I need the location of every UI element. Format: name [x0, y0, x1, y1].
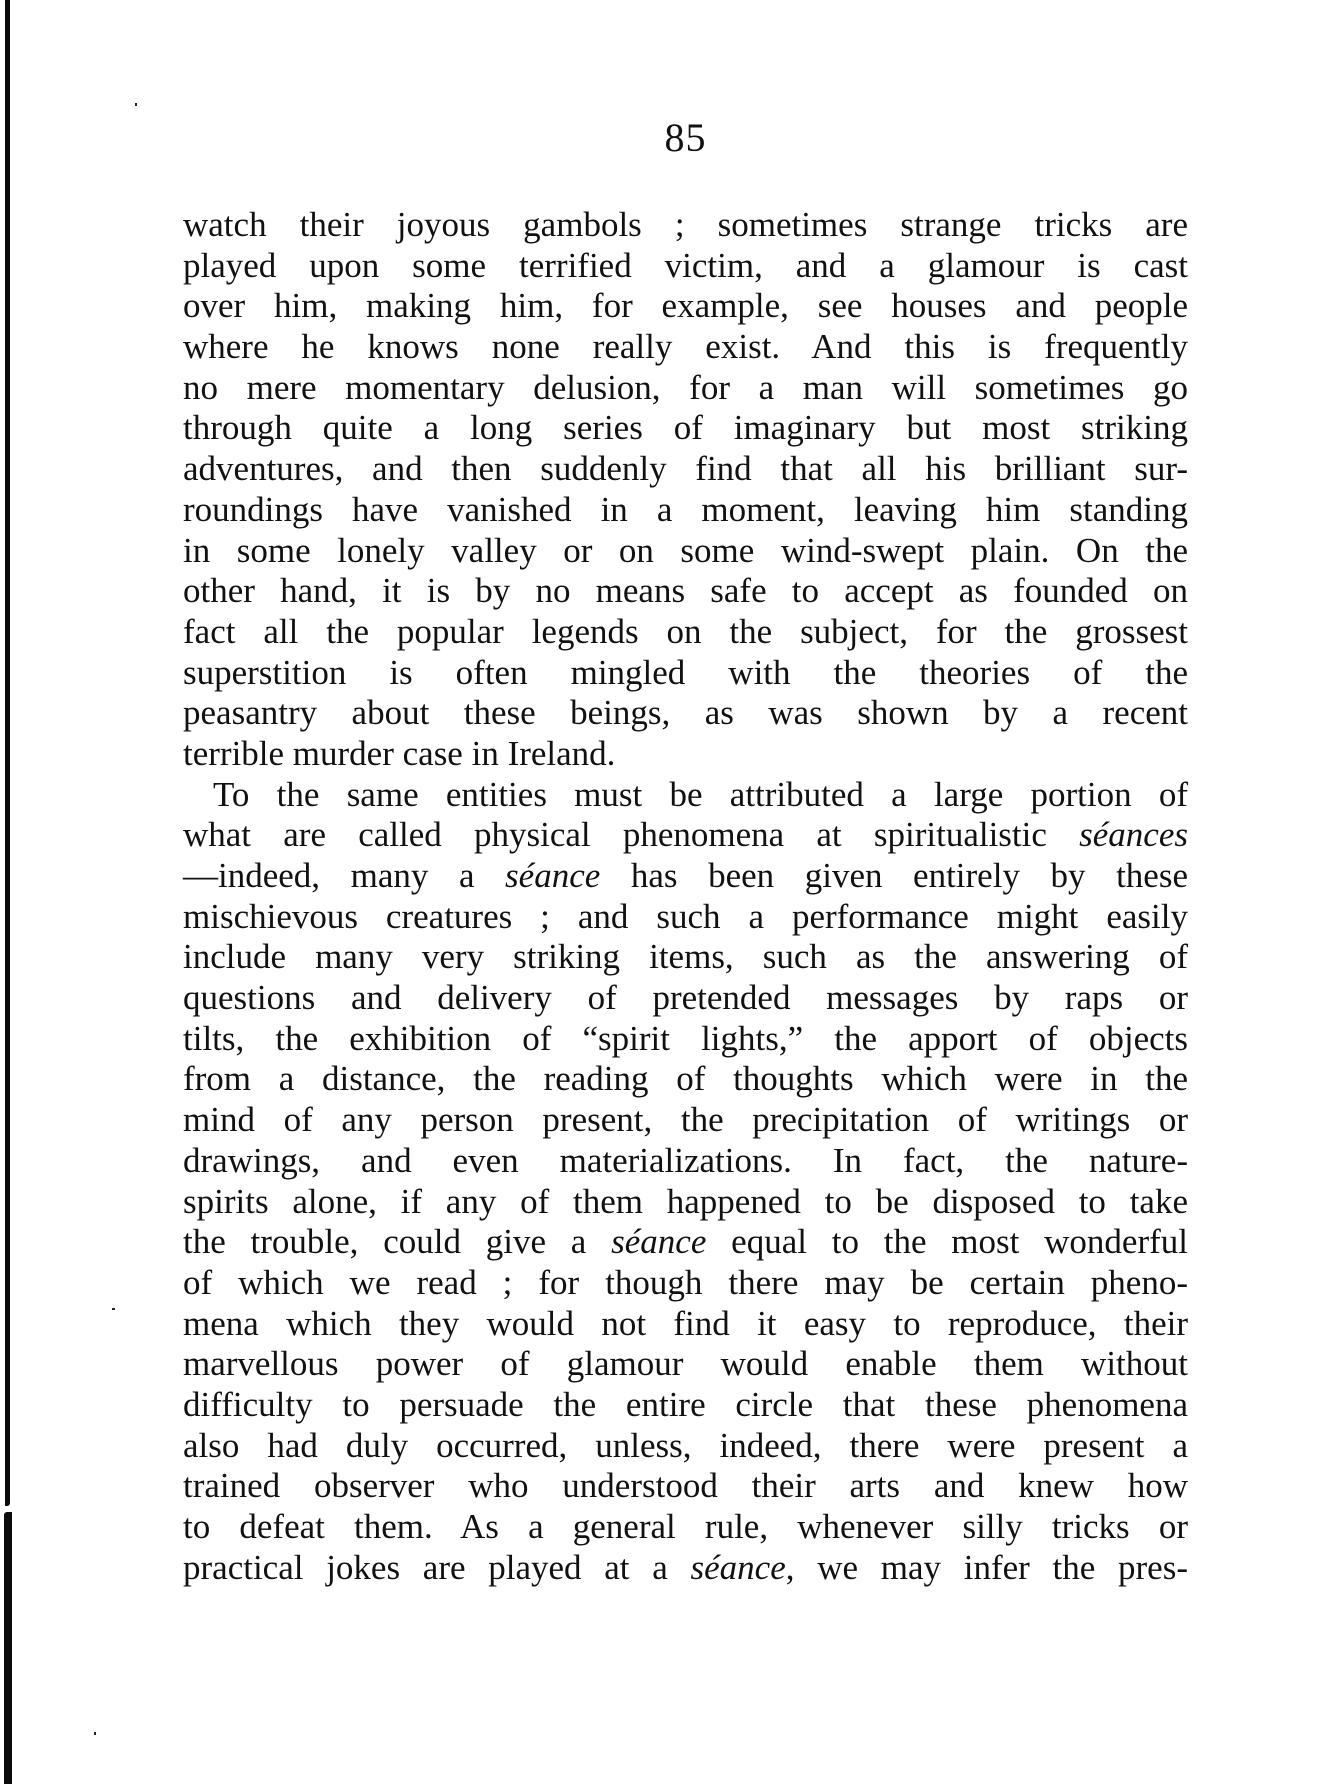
text-line: where he knows none really exist. And this is frequently — [183, 327, 1188, 367]
text-line — [183, 815, 1188, 856]
text-line: from a distance, the reading of thoughts which were in the — [183, 1059, 1188, 1099]
text-line: To the same entities must be attributed a large portion of — [213, 774, 1188, 814]
text-line: of which we read ; for though there may be certain pheno- — [183, 1262, 1188, 1302]
italic-term: séance — [690, 1547, 786, 1587]
text-line: to defeat them. As a general rule, whenever silly tricks or — [183, 1507, 1188, 1546]
page-binding-edge — [5, 0, 10, 1506]
text-line: include many very striking items, such as the answering of — [183, 937, 1188, 977]
text-line: fact all the popular legends on the subject, for the grossest — [183, 611, 1188, 651]
text-line: other hand, it is by no means safe to accept as founded on — [183, 571, 1188, 611]
italic-term: séances — [1079, 815, 1188, 855]
text-line: superstition is often mingled with the theories of the — [183, 652, 1188, 692]
text-segment: —indeed, many a — [183, 856, 506, 895]
text-line: spirits alone, if any of them happened to be disposed to take — [183, 1181, 1188, 1221]
text-segment: the trouble, could give a — [183, 1222, 612, 1262]
text-segment: equal to the most wonderful — [706, 1222, 1188, 1262]
text-line: peasantry about these beings, as was shown by a recent — [183, 693, 1188, 733]
text-line: over him, making him, for example, see houses and people — [183, 286, 1188, 326]
text-line: terrible murder case in Ireland. — [183, 733, 616, 773]
italic-term: séance — [505, 856, 601, 895]
text-segment: has been given entirely by these — [600, 856, 1188, 895]
text-line — [183, 856, 1188, 897]
text-line: also had duly occurred, unless, indeed, there were present a — [183, 1425, 1188, 1465]
text-line: mena which they would not find it easy to reproduce, their — [183, 1303, 1188, 1343]
scan-speck — [94, 1732, 96, 1735]
text-segment: , we may infer the pres- — [785, 1547, 1188, 1587]
text-segment: what are called physical phenomena at spiritualistic — [183, 815, 1080, 855]
body-text — [183, 205, 1188, 1588]
text-line: through quite a long series of imaginary but most striking — [183, 408, 1188, 448]
scan-speck — [135, 103, 137, 106]
page-number: 85 — [664, 115, 707, 160]
text-segment: practical jokes are played at a — [183, 1547, 691, 1587]
text-line: difficulty to persuade the entire circle that these phenomena — [183, 1384, 1188, 1424]
text-line: questions and delivery of pretended messages by raps or — [183, 978, 1188, 1018]
text-line: no mere momentary delusion, for a man will sometimes go — [183, 367, 1188, 407]
text-line: tilts, the exhibition of “spirit lights,” the apport of objects — [183, 1018, 1188, 1058]
text-line: drawings, and even materializations. In fact, the nature- — [183, 1140, 1188, 1180]
text-line: marvellous power of glamour would enable them without — [183, 1344, 1188, 1384]
page-binding-edge-lower — [4, 1512, 12, 1784]
text-line — [183, 1548, 1188, 1589]
text-line: mind of any person present, the precipitation of writings or — [183, 1100, 1188, 1140]
text-line: played upon some terrified victim, and a glamour is cast — [183, 245, 1188, 285]
text-line: in some lonely valley or on some wind-swept plain. On the — [183, 530, 1188, 570]
italic-term: séance — [611, 1222, 707, 1262]
text-line: roundings have vanished in a moment, leaving him standing — [183, 489, 1188, 529]
scan-speck — [112, 1308, 115, 1310]
text-line: watch their joyous gambols ; sometimes strange tricks are — [183, 205, 1188, 244]
text-line: trained observer who understood their arts and knew how — [183, 1466, 1188, 1506]
paragraph-2 — [183, 775, 1188, 1589]
text-line — [183, 1222, 1188, 1263]
paragraph-1 — [183, 205, 1188, 775]
text-line: mischievous creatures ; and such a performance might easily — [183, 896, 1188, 936]
text-line: adventures, and then suddenly find that all his brilliant sur- — [183, 449, 1188, 489]
